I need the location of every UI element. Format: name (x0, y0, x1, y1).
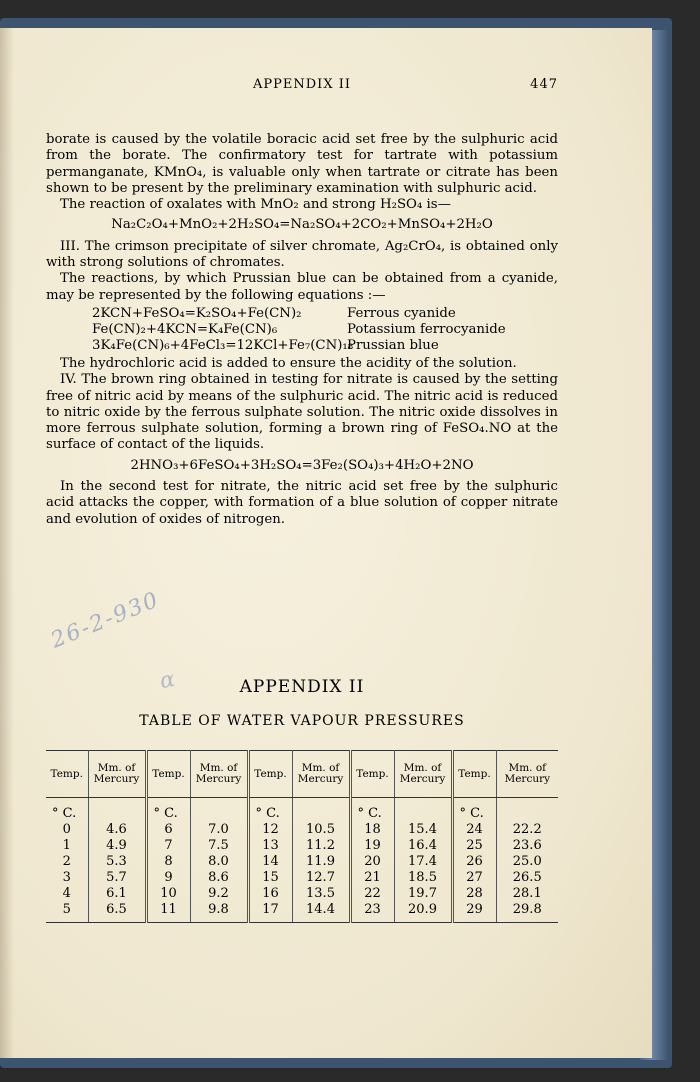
column-header-mercury: Mm. of Mercury (190, 751, 248, 798)
mercury-cell: 19.7 (394, 886, 452, 902)
mercury-cell: 7.0 (190, 822, 248, 838)
vapour-pressure-table (46, 750, 558, 923)
temp-cell: 14 (248, 854, 292, 870)
temp-cell: 0 (46, 822, 88, 838)
column-header-temp: Temp. (248, 751, 292, 798)
mercury-cell: 28.1 (512, 886, 542, 901)
mercury-cell: 18.5 (394, 870, 452, 886)
mercury-cell: 11.2 (292, 838, 350, 854)
mercury-cell: 6.5 (88, 902, 146, 923)
temp-cell: 22 (350, 886, 394, 902)
temp-cell: 15 (248, 870, 292, 886)
equation-oxalate: Na₂C₂O₄+MnO₂+2H₂SO₄=Na₂SO₄+2CO₂+MnSO₄+2H₂O (111, 217, 493, 233)
mercury-cell: 9.2 (190, 886, 248, 902)
paragraph-copper: In the second test for nitrate, the nitric acid set free by the sulphuric acid attacks the copper, with formation of a blue solution of copper nitrate and evolution of oxides of nitrogen. (46, 479, 558, 527)
handwritten-mark: α (157, 666, 177, 695)
reaction-row (92, 322, 558, 338)
paragraph-borate: borate is caused by the volatile boracic acid set free by the sulphuric acid from the borate. The confirmatory test for tartrate with potassium permanganate, KMnO₄, is valuable only when tartrate or citrate has been shown to be present by the preliminary examination with sulphuric acid. (46, 132, 558, 196)
temp-cell: 28 (452, 886, 496, 902)
mercury-cell: 10.5 (292, 822, 350, 838)
temp-cell: 3 (46, 870, 88, 886)
mercury-cell: 8.0 (190, 854, 248, 870)
mercury-cell: 4.6 (88, 822, 146, 838)
table-header-row (46, 751, 558, 798)
reaction-row (92, 338, 558, 354)
temp-cell: 5 (46, 902, 88, 923)
table-row (46, 822, 558, 838)
temp-cell: 4 (46, 886, 88, 902)
column-header-temp: Temp. (146, 751, 190, 798)
column-header-mercury: Mm. of Mercury (88, 751, 146, 798)
mercury-cell: 25.0 (512, 854, 542, 869)
table-row (46, 870, 558, 886)
paragraph-nitrate: IV. The brown ring obtained in testing for nitrate is caused by the setting free of nitric acid by means of the sulphuric acid. The nitric acid is reduced to nitric oxide by the ferrous sulphate solution. The nitric oxide dissolves in more ferrous sulphate solution, forming a brown ring of FeSO₄.NO at the surface of contact of the liquids. (46, 372, 558, 453)
unit-label: ° C. (350, 798, 394, 823)
reaction-equation: Fe(CN)₂+4KCN=K₄Fe(CN)₆ (92, 321, 278, 337)
paragraph-oxalates: The reaction of oxalates with MnO₂ and strong H₂SO₄ is— (60, 197, 451, 213)
paragraph-prussian-blue: The reactions, by which Prussian blue can be obtained from a cyanide, may be represented by the following equations :— (46, 271, 558, 303)
temp-cell: 29 (452, 902, 496, 923)
temp-cell: 9 (146, 870, 190, 886)
temp-cell: 18 (350, 822, 394, 838)
mercury-cell: 8.6 (190, 870, 248, 886)
temp-cell: 16 (248, 886, 292, 902)
temp-cell: 7 (146, 838, 190, 854)
reaction-equation: 3K₄Fe(CN)₆+4FeCl₃=12KCl+Fe₇(CN)₁₈ (92, 337, 354, 353)
table-row (46, 886, 558, 902)
mercury-cell: 7.5 (190, 838, 248, 854)
temp-cell: 21 (350, 870, 394, 886)
temp-cell: 12 (248, 822, 292, 838)
temp-cell: 17 (248, 902, 292, 923)
unit-row (46, 798, 558, 823)
mercury-cell: 9.8 (190, 902, 248, 923)
mercury-cell: 12.7 (292, 870, 350, 886)
mercury-cell: 13.5 (292, 886, 350, 902)
equation-nitrate: 2HNO₃+6FeSO₄+3H₂SO₄=3Fe₂(SO₄)₃+4H₂O+2NO (130, 457, 474, 473)
column-header-temp: Temp. (452, 751, 496, 798)
mercury-cell: 20.9 (394, 902, 452, 923)
handwritten-date: 26-2-930 (47, 587, 164, 654)
column-header-mercury: Mm. of Mercury (496, 751, 558, 798)
temp-cell: 24 (452, 822, 496, 838)
column-header-temp: Temp. (350, 751, 394, 798)
table-title: TABLE OF WATER VAPOUR PRESSURES (139, 713, 465, 729)
column-header-mercury: Mm. of Mercury (292, 751, 350, 798)
reaction-name: Potassium ferrocyanide (347, 321, 506, 337)
reaction-equation: 2KCN+FeSO₄=K₂SO₄+Fe(CN)₂ (92, 305, 302, 321)
reaction-name: Ferrous cyanide (347, 305, 456, 321)
page-body (46, 132, 558, 528)
unit-label: ° C. (452, 798, 496, 823)
mercury-cell: 15.4 (394, 822, 452, 838)
column-header-mercury: Mm. of Mercury (394, 751, 452, 798)
mercury-cell: 5.3 (88, 854, 146, 870)
mercury-cell: 26.5 (512, 870, 542, 885)
appendix-heading: APPENDIX II (239, 677, 365, 697)
temp-cell: 10 (146, 886, 190, 902)
temp-cell: 19 (350, 838, 394, 854)
temp-cell: 1 (46, 838, 88, 854)
mercury-cell: 11.9 (292, 854, 350, 870)
paragraph-hydrochloric: The hydrochloric acid is added to ensure the acidity of the solution. (60, 355, 517, 371)
temp-cell: 23 (350, 902, 394, 923)
table-row (46, 854, 558, 870)
temp-cell: 11 (146, 902, 190, 923)
spine-shadow (0, 28, 14, 1058)
column-header-temp: Temp. (46, 751, 88, 798)
unit-label: ° C. (248, 798, 292, 823)
reaction-name: Prussian blue (347, 337, 439, 353)
temp-cell: 25 (452, 838, 496, 854)
mercury-cell: 23.6 (512, 838, 542, 853)
temp-cell: 27 (452, 870, 496, 886)
temp-cell: 8 (146, 854, 190, 870)
paragraph-chromate: III. The crimson precipitate of silver chromate, Ag₂CrO₄, is obtained only with strong solutions of chromates. (46, 238, 558, 271)
mercury-cell: 29.8 (496, 902, 558, 923)
mercury-cell: 22.2 (512, 822, 542, 837)
page-number: 447 (530, 77, 558, 92)
temp-cell: 20 (350, 854, 394, 870)
mercury-cell: 17.4 (394, 854, 452, 870)
mercury-cell: 4.9 (88, 838, 146, 854)
temp-cell: 6 (146, 822, 190, 838)
mercury-cell: 6.1 (88, 886, 146, 902)
temp-cell: 13 (248, 838, 292, 854)
temp-cell: 2 (46, 854, 88, 870)
mercury-cell: 5.7 (88, 870, 146, 886)
running-header (46, 77, 558, 92)
temp-cell: 26 (452, 854, 496, 870)
header-title: APPENDIX II (253, 77, 351, 92)
mercury-cell: 14.4 (292, 902, 350, 923)
table-row (46, 902, 558, 923)
table-row (46, 838, 558, 854)
reaction-row (92, 306, 558, 322)
mercury-cell: 16.4 (394, 838, 452, 854)
reaction-list (92, 306, 558, 354)
unit-label: ° C. (46, 798, 88, 823)
unit-label: ° C. (146, 798, 190, 823)
